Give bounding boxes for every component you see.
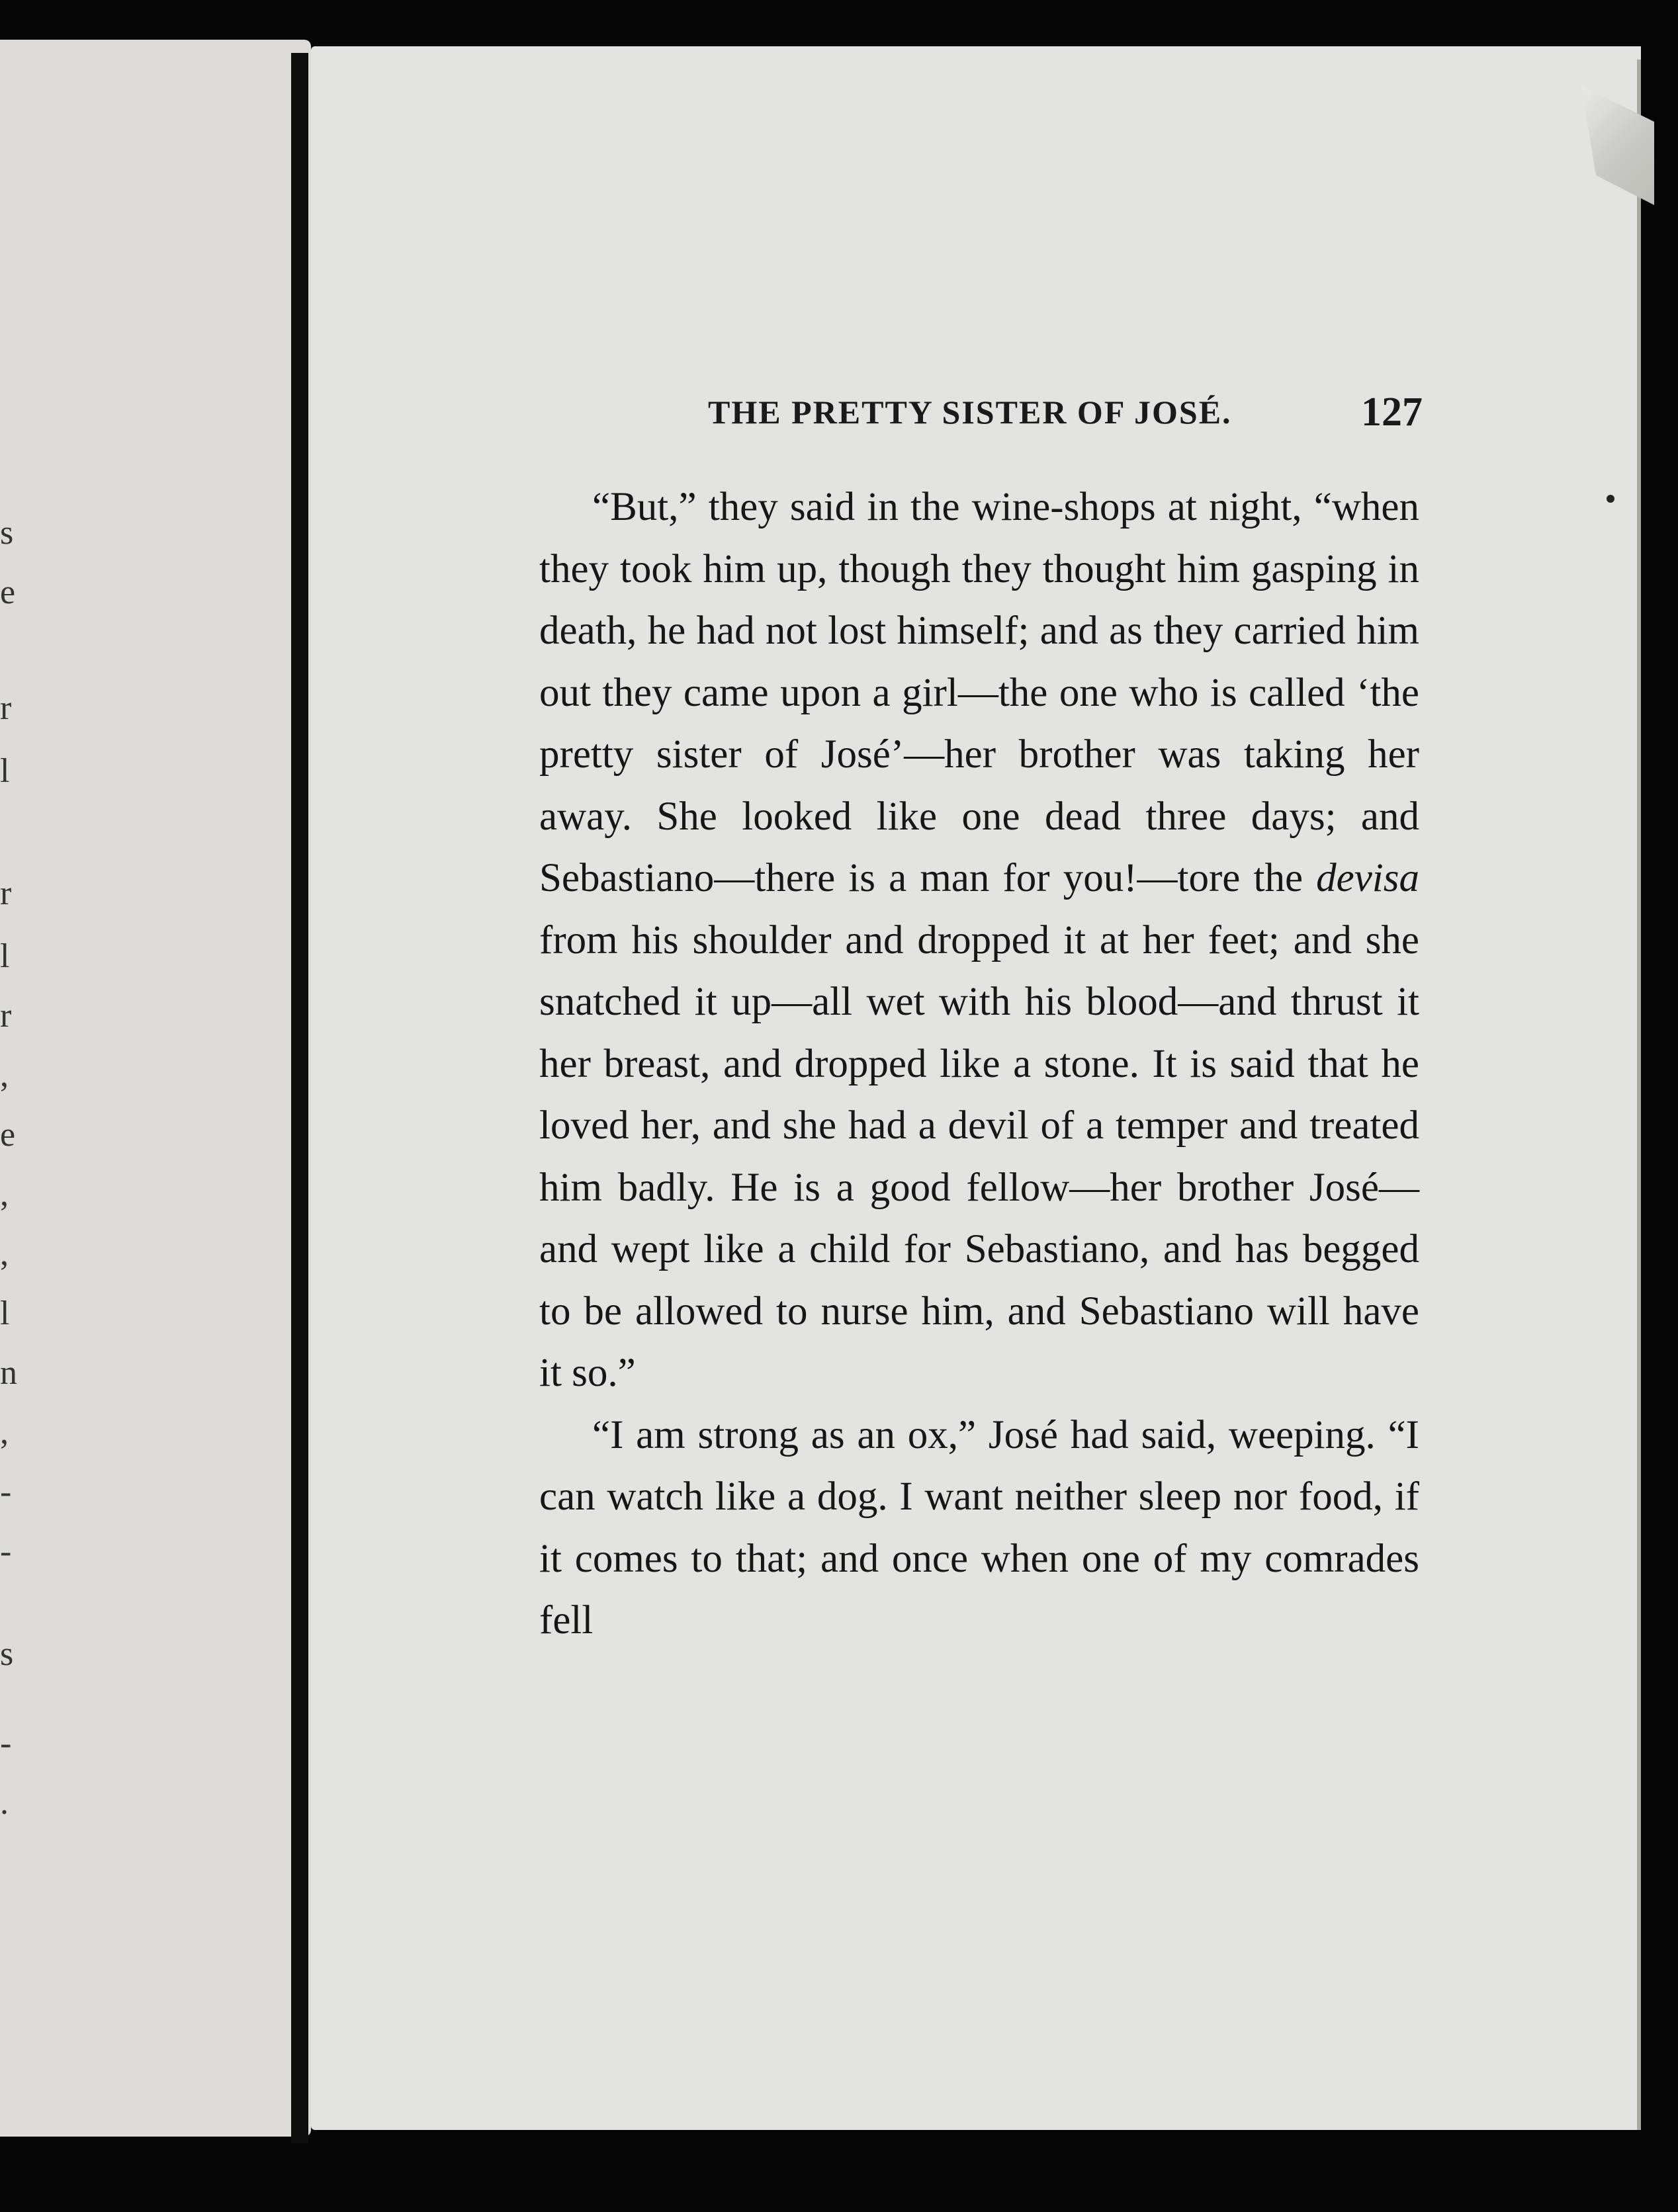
page-edge: [1637, 60, 1641, 2130]
left-edge-char: ,: [0, 1414, 9, 1451]
left-edge-char: r: [0, 997, 12, 1035]
left-edge-char: .: [0, 1784, 9, 1822]
left-edge-char: ,: [0, 1175, 9, 1213]
left-edge-char: -: [0, 1473, 12, 1511]
left-edge-char: s: [0, 1635, 14, 1673]
paragraph-text: “I am strong as an ox,” José had said, weeping. “I can watch like a dog. I want neither sleep nor food, if it comes to that; and once when one of my comrades fell: [539, 1412, 1419, 1642]
left-edge-char: e: [0, 1116, 16, 1154]
left-edge-char: s: [0, 514, 14, 552]
left-edge-char: ,: [0, 1235, 9, 1273]
left-edge-char: l: [0, 1295, 10, 1332]
left-edge-char: -: [0, 1724, 12, 1762]
left-page: [0, 40, 311, 2137]
paragraph: [539, 476, 1419, 1404]
left-edge-char: e: [0, 574, 16, 611]
left-edge-char: n: [0, 1354, 17, 1392]
book-gutter: [291, 53, 308, 2143]
left-edge-char: l: [0, 937, 10, 975]
paragraph-text: from his shoulder and dropped it at her feet; and she snatched it up—all wet with his blood—and thrust it her breast, and dropped like a stone. It is said that he loved her, and she had a devil of a temper and treated him badly. He is a good fellow—her brother José—and wept like a child for Sebastiano, and has begged to be allowed to nurse him, and Sebastiano will have it so.”: [539, 917, 1419, 1395]
italic-word: devisa: [1316, 856, 1419, 900]
left-edge-char: r: [0, 689, 12, 727]
left-edge-char: ,: [0, 1056, 9, 1094]
paragraph-text: “But,” they said in the wine-shops at night, “when they took him up, though they thought him gasping in death, he had not lost himself; and as they carried him out they came upon a girl—the one who is called ‘the pretty sister of José’—her brother was taking her away. She looked like one dead three days; and Sebastiano—there is a man for you!—tore the: [539, 485, 1419, 900]
stray-mark: [1607, 495, 1614, 503]
left-edge-char: -: [0, 1533, 12, 1570]
running-title: THE PRETTY SISTER OF JOSÉ.: [708, 394, 1232, 431]
left-edge-char: l: [0, 752, 10, 790]
body-text: [539, 476, 1419, 1652]
page-number: 127: [1361, 390, 1423, 435]
running-head: [708, 389, 1423, 442]
paragraph: [539, 1404, 1419, 1652]
left-edge-char: r: [0, 874, 12, 912]
